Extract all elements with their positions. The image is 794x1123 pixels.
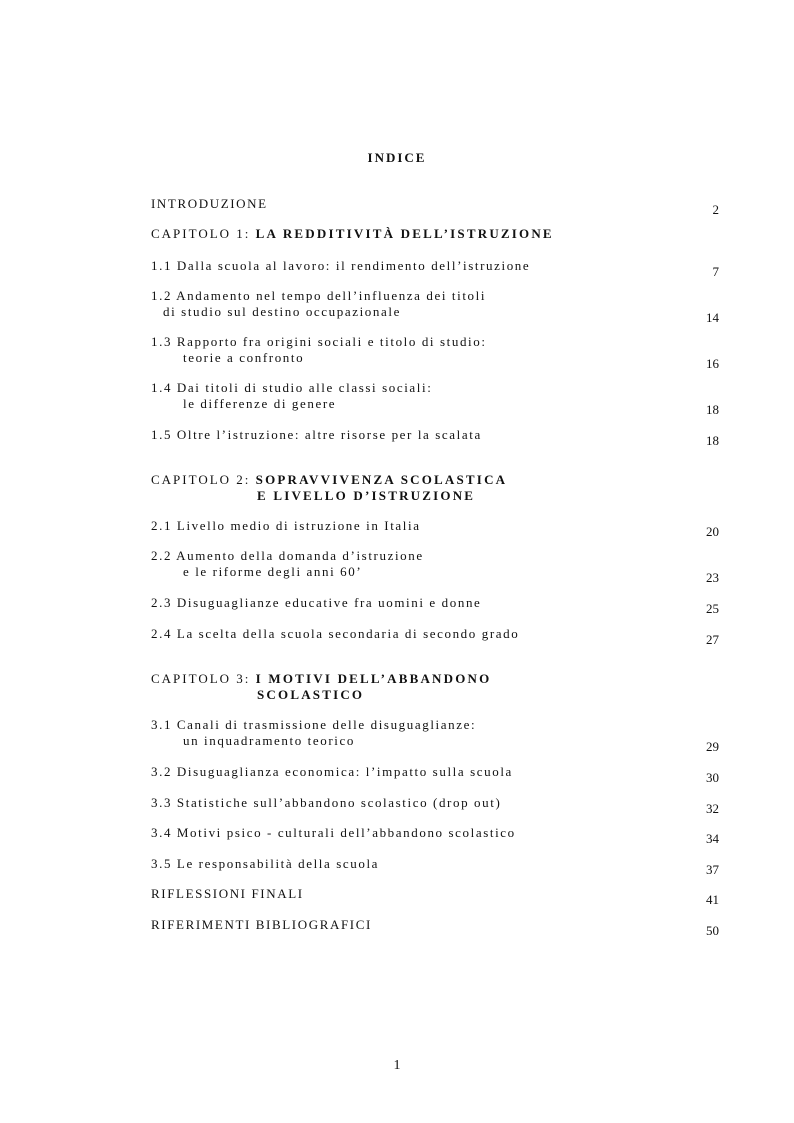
toc-entry-text: 2.3 Disuguaglianze educative fra uomini e donne: [151, 595, 482, 610]
toc-entry-text: RIFERIMENTI BIBLIOGRAFICI: [151, 917, 372, 932]
chapter-title-line2: E LIVELLO D’ISTRUZIONE: [257, 488, 476, 503]
toc-entry-1-4[interactable]: [151, 380, 719, 417]
page-title: INDICE: [367, 150, 427, 165]
toc-entry-text: 1.1 Dalla scuola al lavoro: il rendimento dell’istruzione: [151, 258, 531, 273]
toc-entry-text: 1.3 Rapporto fra origini sociali e titolo di studio:: [151, 334, 487, 349]
toc-entry-text: 2.1 Livello medio di istruzione in Italia: [151, 518, 421, 533]
chapter-label: CAPITOLO 2:: [151, 472, 256, 487]
toc-page-number: 7: [712, 264, 719, 279]
toc-page-number: 30: [706, 770, 719, 785]
toc-entry-2-2[interactable]: [151, 548, 719, 585]
toc-entry-3-5[interactable]: [151, 856, 719, 877]
toc-entry-riflessioni[interactable]: [151, 886, 719, 907]
toc-chapter-2[interactable]: [151, 472, 719, 504]
toc-entry-1-3[interactable]: [151, 334, 719, 371]
toc-entry-text: RIFLESSIONI FINALI: [151, 886, 304, 901]
toc-page-number: 50: [706, 923, 719, 938]
toc-entry-text-line2: teorie a confronto: [183, 350, 305, 365]
toc-entry-1-2[interactable]: [151, 288, 719, 325]
toc-entry-1-5[interactable]: [151, 427, 719, 448]
toc-entry-3-1[interactable]: [151, 717, 719, 754]
toc-page-number: 16: [706, 356, 719, 371]
toc-entry-text: 1.4 Dai titoli di studio alle classi sociali:: [151, 380, 433, 395]
toc-page-number: 14: [706, 310, 719, 325]
toc-entry-introduzione[interactable]: [151, 196, 719, 217]
toc-page-number: 32: [706, 801, 719, 816]
toc-page-number: 37: [706, 862, 719, 877]
toc-page-number: 18: [706, 402, 719, 417]
toc-chapter-1[interactable]: [151, 226, 719, 242]
toc-entry-1-1[interactable]: [151, 258, 719, 279]
toc-entry-text: 3.3 Statistiche sull’abbandono scolastico (drop out): [151, 795, 502, 810]
toc-entry-text: 2.2 Aumento della domanda d’istruzione: [151, 548, 424, 563]
toc-entry-3-3[interactable]: [151, 795, 719, 816]
toc-page-number: 27: [706, 632, 719, 647]
toc-entry-2-4[interactable]: [151, 626, 719, 647]
toc-entry-text: 3.1 Canali di trasmissione delle disuguaglianze:: [151, 717, 477, 732]
toc-entry-3-2[interactable]: [151, 764, 719, 785]
toc-entry-text: 1.5 Oltre l’istruzione: altre risorse per la scalata: [151, 427, 482, 442]
chapter-label: CAPITOLO 1:: [151, 226, 256, 241]
chapter-label: CAPITOLO 3:: [151, 671, 256, 686]
toc-entry-text-line2: le differenze di genere: [183, 396, 337, 411]
toc-entry-text: 2.4 La scelta della scuola secondaria di secondo grado: [151, 626, 520, 641]
toc-entry-text: 3.2 Disuguaglianza economica: l’impatto sulla scuola: [151, 764, 513, 779]
toc-page-number: 25: [706, 601, 719, 616]
toc-page-number: 41: [706, 892, 719, 907]
toc-entry-text: 3.5 Le responsabilità della scuola: [151, 856, 380, 871]
toc-entry-2-1[interactable]: [151, 518, 719, 539]
page-number: 1: [393, 1058, 401, 1073]
chapter-title-line2: SCOLASTICO: [257, 687, 365, 702]
toc-entry-2-3[interactable]: [151, 595, 719, 616]
toc-page-number: 34: [706, 831, 719, 846]
toc-entry-3-4[interactable]: [151, 825, 719, 846]
toc-entry-riferimenti[interactable]: [151, 917, 719, 938]
toc-chapter-3[interactable]: [151, 671, 719, 703]
toc-page-number: 18: [706, 433, 719, 448]
toc-entry-text: INTRODUZIONE: [151, 196, 268, 211]
toc-page-number: 20: [706, 524, 719, 539]
toc-entry-text: 3.4 Motivi psico - culturali dell’abbandono scolastico: [151, 825, 516, 840]
toc-entry-text: 1.2 Andamento nel tempo dell’influenza dei titoli: [151, 288, 487, 303]
chapter-title: SOPRAVVIVENZA SCOLASTICA: [255, 472, 508, 487]
toc-page-number: 2: [712, 202, 719, 217]
toc-entry-text-line2: di studio sul destino occupazionale: [163, 304, 401, 319]
toc-entry-text-line2: un inquadramento teorico: [183, 733, 355, 748]
toc-page-number: 29: [706, 739, 719, 754]
chapter-title: LA REDDITIVITÀ DELL’ISTRUZIONE: [255, 226, 554, 241]
toc-page-number: 23: [706, 570, 719, 585]
toc-entry-text-line2: e le riforme degli anni 60’: [183, 564, 363, 579]
chapter-title: I MOTIVI DELL’ABBANDONO: [255, 671, 492, 686]
